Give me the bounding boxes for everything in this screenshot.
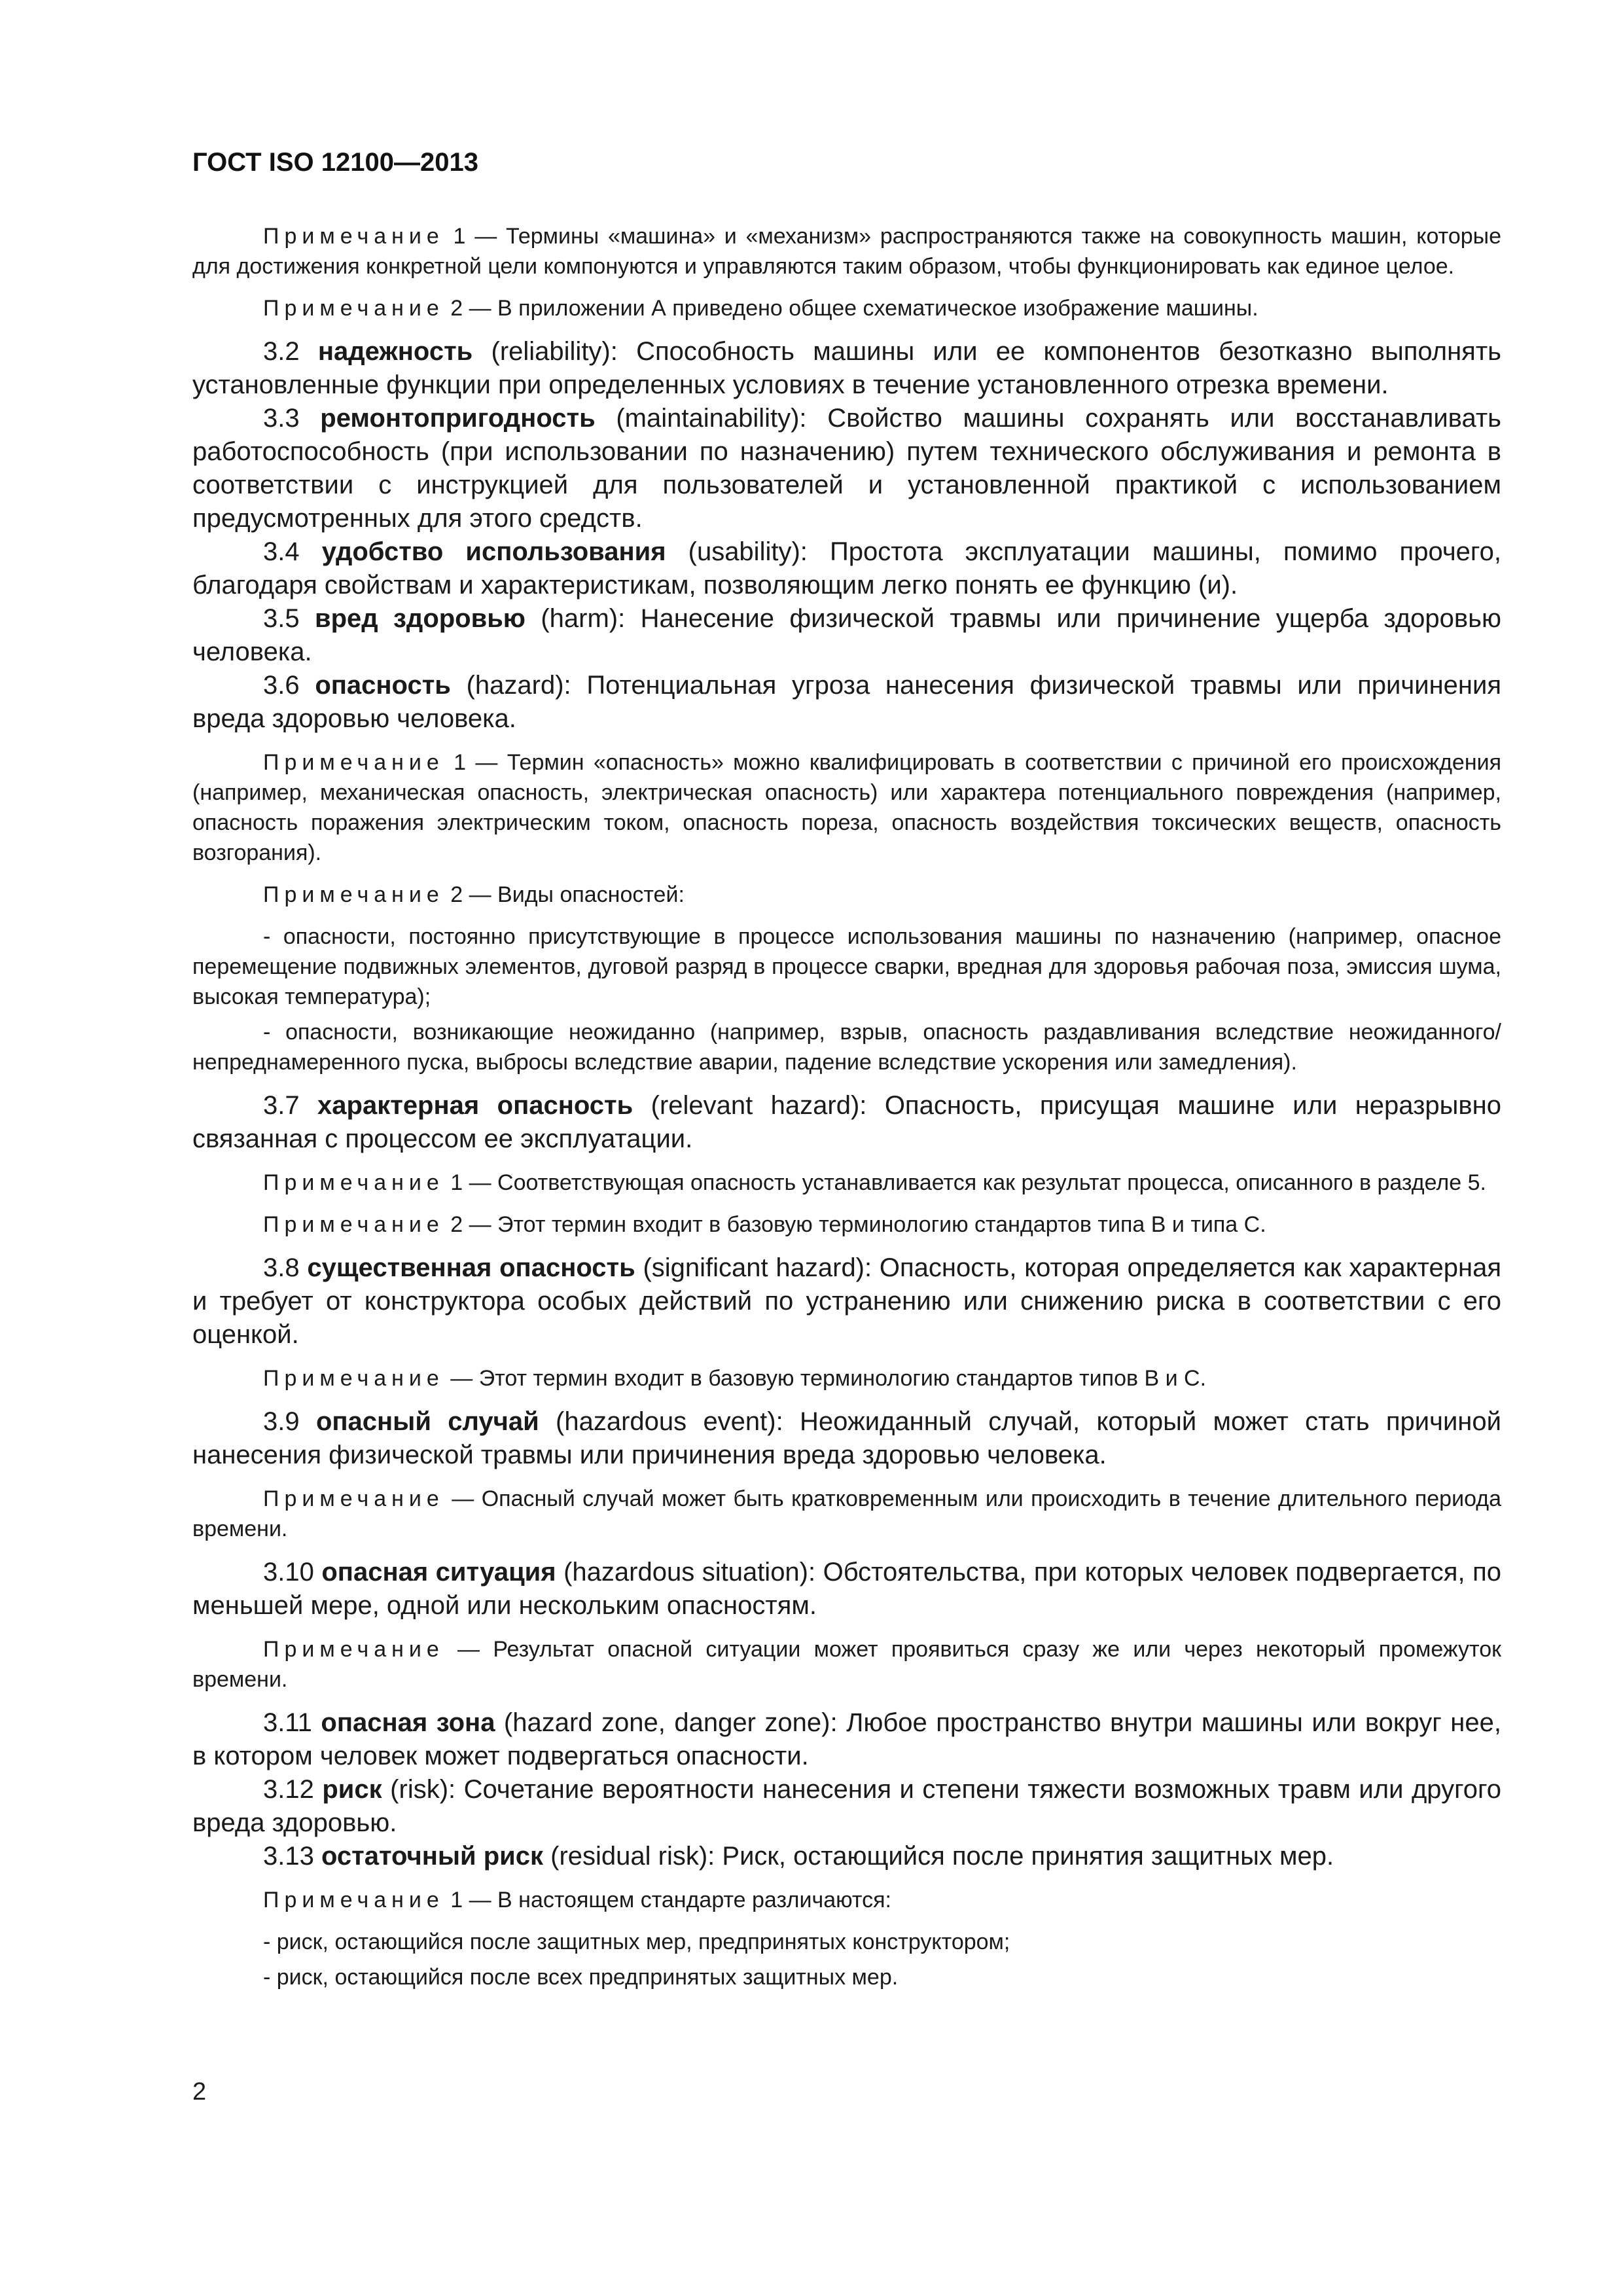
term-name: опасность bbox=[315, 671, 451, 700]
note-paragraph: Примечание 2 — Этот термин входит в базовую терминологию стандартов типа В и типа С. bbox=[263, 1212, 1266, 1237]
term-name: опасный случай bbox=[315, 1407, 539, 1436]
page-number: 2 bbox=[192, 2078, 207, 2106]
term-definition-significant-hazard: 3.8 существенная опасность (significant hazard): Опасность, которая определяется как характерная и требует от конструктора особых действий по устранению или снижению риска в соответствии с его оценкой. bbox=[192, 1253, 1502, 1349]
term-name: надежность bbox=[317, 337, 473, 366]
note-paragraph: Примечание 2 — В приложении А приведено общее схематическое изображение машины. bbox=[263, 296, 1258, 321]
note-bullet: - опасности, постоянно присутствующие в процессе использования машины по назначению (например, опасное перемещение подвижных элементов, дуговой разряд в процессе сварки, вредная для здоровья рабочая поза, эмиссия шума, высокая температура); bbox=[192, 924, 1501, 1009]
term-definition-maintainability: 3.3 ремонтопригодность (maintainability): Свойство машины сохранять или восстанавливать работоспособность (при использовании по назначению) путем технического обслуживания и ремонта в соответствии с инструкцией для пользователей и установленной практикой с использованием предусмотренных для этого средств. bbox=[192, 404, 1501, 533]
note-bullet: - опасности, возникающие неожиданно (например, взрыв, опасность раздавливания вследствие неожиданного/непреднамеренного пуска, выбросы вследствие аварии, падение вследствие ускорения или замедления). bbox=[192, 1020, 1501, 1075]
term-name: удобство использования bbox=[321, 537, 666, 566]
term-name: остаточный риск bbox=[321, 1842, 544, 1871]
term-definition-hazardous-situation: 3.10 опасная ситуация (hazardous situation): Обстоятельства, при которых человек подвергается, по меньшей мере, одной или нескольким опасностям. bbox=[192, 1558, 1501, 1620]
note-paragraph: Примечание — Результат опасной ситуации может проявиться сразу же или через некоторый промежуток времени. bbox=[192, 1637, 1501, 1692]
note-paragraph: Примечание — Этот термин входит в базовую терминологию стандартов типов В и С. bbox=[263, 1366, 1207, 1391]
note-paragraph: Примечание 2 — Виды опасностей: bbox=[263, 882, 685, 907]
term-definition-relevant-hazard: 3.7 характерная опасность (relevant hazard): Опасность, присущая машине или неразрывно связанная с процессом ее эксплуатации. bbox=[192, 1091, 1501, 1153]
note-bullet: - риск, остающийся после защитных мер, предпринятых конструктором; bbox=[263, 1929, 1010, 1954]
term-definition-hazardous-event: 3.9 опасный случай (hazardous event): Неожиданный случай, который может стать причиной нанесения физической травмы или причинения вреда здоровью человека. bbox=[192, 1407, 1501, 1469]
term-name: вред здоровью bbox=[315, 604, 526, 633]
note-paragraph: Примечание 1 — Термин «опасность» можно квалифицировать в соответствии с причиной его происхождения (например, механическая опасность, электрическая опасность) или характера потенциального повреждения (например, опасность поражения электрическим током, опасность пореза, опасность воздействия токсических веществ, опасность возгорания). bbox=[192, 750, 1502, 865]
term-name: опасная зона bbox=[321, 1708, 495, 1737]
note-paragraph: Примечание 1 — В настоящем стандарте различаются: bbox=[263, 1888, 891, 1912]
document-body bbox=[192, 221, 1501, 1998]
document-header: ГОСТ ISO 12100—2013 bbox=[192, 148, 478, 177]
term-name: существенная опасность bbox=[307, 1253, 635, 1282]
term-name: опасная ситуация bbox=[321, 1558, 556, 1587]
term-definition-usability: 3.4 удобство использования (usability): Простота эксплуатации машины, помимо прочего, благодаря свойствам и характеристикам, позволяющим легко понять ее функцию (и). bbox=[192, 537, 1501, 600]
note-bullet: - риск, остающийся после всех предпринятых защитных мер. bbox=[263, 1965, 899, 1990]
term-name: ремонтопригодность bbox=[320, 404, 596, 433]
term-name: риск bbox=[322, 1775, 382, 1804]
term-definition-risk: 3.12 риск (risk): Сочетание вероятности нанесения и степени тяжести возможных травм или другого вреда здоровью. bbox=[192, 1775, 1501, 1837]
note-paragraph: Примечание — Опасный случай может быть кратковременным или происходить в течение длительного периода времени. bbox=[192, 1486, 1501, 1541]
term-definition-harm: 3.5 вред здоровью (harm): Нанесение физической травмы или причинение ущерба здоровью человека. bbox=[192, 604, 1501, 666]
term-definition-residual-risk: 3.13 остаточный риск (residual risk): Риск, остающийся после принятия защитных мер. bbox=[263, 1842, 1334, 1871]
term-name: характерная опасность bbox=[317, 1091, 633, 1120]
note-paragraph: Примечание 1 — Соответствующая опасность устанавливается как результат процесса, описанного в разделе 5. bbox=[263, 1170, 1486, 1195]
term-definition-hazard-zone: 3.11 опасная зона (hazard zone, danger zone): Любое пространство внутри машины или вокруг нее, в котором человек может подвергаться опасности. bbox=[192, 1708, 1501, 1770]
term-definition-reliability: 3.2 надежность (reliability): Способность машины или ее компонентов безотказно выполнять установленные функции при определенных условиях в течение установленного отрезка времени. bbox=[192, 337, 1501, 399]
note-paragraph: Примечание 1 — Термины «машина» и «механизм» распространяются также на совокупность машин, которые для достижения конкретной цели компонуются и управляются таким образом, чтобы функционировать как единое целое. bbox=[192, 224, 1502, 279]
term-definition-hazard: 3.6 опасность (hazard): Потенциальная угроза нанесения физической травмы или причинения вреда здоровью человека. bbox=[192, 671, 1501, 733]
